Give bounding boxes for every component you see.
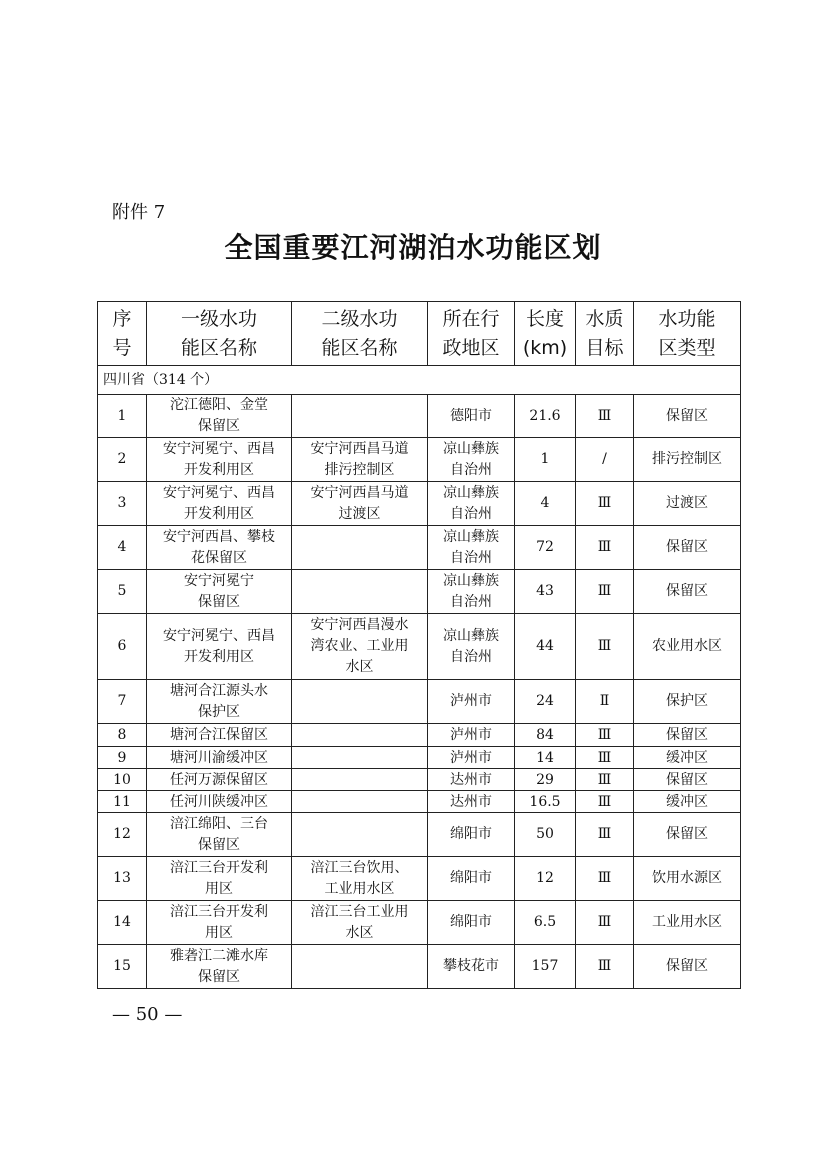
cell-primary-zone: 安宁河冕宁、西昌 开发利用区 [147,614,292,680]
cell-primary-zone: 塘河合江源头水 保护区 [147,680,292,724]
table-row [98,614,741,680]
cell-primary-zone: 塘河川渝缓冲区 [147,747,292,769]
table-row [98,945,741,989]
cell-secondary-zone [292,769,428,791]
cell-index: 6 [98,614,147,680]
cell-length: 44 [515,614,576,680]
document-title: 全国重要江河湖泊水功能区划 [224,231,602,264]
cell-index: 3 [98,482,147,526]
cell-water-quality: Ⅱ [576,680,634,724]
cell-length: 43 [515,570,576,614]
cell-index: 2 [98,438,147,482]
cell-length: 50 [515,813,576,857]
cell-zone-type: 排污控制区 [634,438,741,482]
cell-zone-type: 保留区 [634,945,741,989]
header-secondary-zone: 二级水功 能区名称 [292,302,428,366]
cell-secondary-zone [292,945,428,989]
cell-admin-region: 达州市 [428,791,515,813]
cell-index: 11 [98,791,147,813]
cell-water-quality: Ⅲ [576,857,634,901]
cell-secondary-zone [292,724,428,747]
cell-length: 29 [515,769,576,791]
cell-admin-region: 攀枝花市 [428,945,515,989]
province-label: 四川省（314 个） [98,366,741,395]
cell-length: 157 [515,945,576,989]
cell-zone-type: 农业用水区 [634,614,741,680]
cell-length: 16.5 [515,791,576,813]
cell-secondary-zone: 涪江三台饮用、 工业用水区 [292,857,428,901]
table-row [98,570,741,614]
cell-primary-zone: 安宁河冕宁、西昌 开发利用区 [147,438,292,482]
cell-admin-region: 达州市 [428,769,515,791]
header-water-quality: 水质 目标 [576,302,634,366]
cell-water-quality: Ⅲ [576,747,634,769]
cell-water-quality: Ⅲ [576,526,634,570]
cell-water-quality: Ⅲ [576,769,634,791]
cell-length: 12 [515,857,576,901]
table-row [98,857,741,901]
cell-primary-zone: 安宁河西昌、攀枝 花保留区 [147,526,292,570]
cell-primary-zone: 安宁河冕宁、西昌 开发利用区 [147,482,292,526]
table-header-row [98,302,741,366]
cell-zone-type: 缓冲区 [634,747,741,769]
cell-secondary-zone: 安宁河西昌马道 过渡区 [292,482,428,526]
cell-water-quality: Ⅲ [576,945,634,989]
cell-admin-region: 泸州市 [428,680,515,724]
cell-water-quality: Ⅲ [576,901,634,945]
cell-length: 1 [515,438,576,482]
cell-water-quality: / [576,438,634,482]
cell-index: 7 [98,680,147,724]
cell-zone-type: 保留区 [634,724,741,747]
cell-index: 8 [98,724,147,747]
cell-admin-region: 泸州市 [428,724,515,747]
cell-secondary-zone: 安宁河西昌马道 排污控制区 [292,438,428,482]
cell-length: 24 [515,680,576,724]
header-zone-type: 水功能 区类型 [634,302,741,366]
cell-zone-type: 缓冲区 [634,791,741,813]
cell-index: 15 [98,945,147,989]
cell-secondary-zone [292,526,428,570]
page-number: — 50 — [112,1004,183,1025]
header-length: 长度 (km) [515,302,576,366]
cell-admin-region: 凉山彝族 自治州 [428,526,515,570]
attachment-label: 附件 7 [112,202,166,223]
cell-secondary-zone: 涪江三台工业用 水区 [292,901,428,945]
cell-zone-type: 饮用水源区 [634,857,741,901]
cell-zone-type: 保留区 [634,526,741,570]
cell-index: 1 [98,395,147,438]
cell-admin-region: 泸州市 [428,747,515,769]
cell-primary-zone: 涪江绵阳、三台 保留区 [147,813,292,857]
cell-secondary-zone: 安宁河西昌漫水 湾农业、工业用 水区 [292,614,428,680]
cell-zone-type: 保护区 [634,680,741,724]
cell-admin-region: 绵阳市 [428,901,515,945]
cell-length: 84 [515,724,576,747]
cell-water-quality: Ⅲ [576,570,634,614]
cell-primary-zone: 沱江德阳、金堂 保留区 [147,395,292,438]
cell-length: 72 [515,526,576,570]
cell-zone-type: 过渡区 [634,482,741,526]
cell-water-quality: Ⅲ [576,614,634,680]
table-row [98,526,741,570]
table-row [98,769,741,791]
cell-index: 9 [98,747,147,769]
cell-index: 14 [98,901,147,945]
cell-length: 14 [515,747,576,769]
header-admin-region: 所在行 政地区 [428,302,515,366]
cell-admin-region: 绵阳市 [428,813,515,857]
cell-secondary-zone [292,570,428,614]
cell-admin-region: 凉山彝族 自治州 [428,570,515,614]
cell-secondary-zone [292,680,428,724]
cell-secondary-zone [292,813,428,857]
table-row [98,813,741,857]
cell-water-quality: Ⅲ [576,482,634,526]
table-row [98,791,741,813]
cell-water-quality: Ⅲ [576,813,634,857]
cell-index: 13 [98,857,147,901]
header-primary-zone: 一级水功 能区名称 [147,302,292,366]
cell-secondary-zone [292,791,428,813]
cell-length: 21.6 [515,395,576,438]
cell-zone-type: 保留区 [634,813,741,857]
cell-admin-region: 凉山彝族 自治州 [428,482,515,526]
cell-admin-region: 凉山彝族 自治州 [428,438,515,482]
header-index: 序 号 [98,302,147,366]
cell-zone-type: 工业用水区 [634,901,741,945]
cell-zone-type: 保留区 [634,395,741,438]
cell-zone-type: 保留区 [634,769,741,791]
cell-index: 5 [98,570,147,614]
cell-water-quality: Ⅲ [576,395,634,438]
table-row [98,680,741,724]
table-row [98,438,741,482]
cell-length: 4 [515,482,576,526]
cell-primary-zone: 涪江三台开发利 用区 [147,857,292,901]
cell-primary-zone: 涪江三台开发利 用区 [147,901,292,945]
cell-admin-region: 凉山彝族 自治州 [428,614,515,680]
cell-primary-zone: 安宁河冕宁 保留区 [147,570,292,614]
cell-index: 12 [98,813,147,857]
cell-admin-region: 绵阳市 [428,857,515,901]
table-row [98,901,741,945]
cell-primary-zone: 雅砻江二滩水库 保留区 [147,945,292,989]
cell-water-quality: Ⅲ [576,791,634,813]
cell-admin-region: 德阳市 [428,395,515,438]
table-row [98,747,741,769]
cell-primary-zone: 任河川陕缓冲区 [147,791,292,813]
cell-secondary-zone [292,395,428,438]
province-row [98,366,741,395]
cell-index: 10 [98,769,147,791]
cell-index: 4 [98,526,147,570]
cell-primary-zone: 塘河合江保留区 [147,724,292,747]
table-row [98,724,741,747]
cell-secondary-zone [292,747,428,769]
table-row [98,395,741,438]
table-row [98,482,741,526]
cell-zone-type: 保留区 [634,570,741,614]
cell-primary-zone: 任河万源保留区 [147,769,292,791]
cell-length: 6.5 [515,901,576,945]
cell-water-quality: Ⅲ [576,724,634,747]
water-function-zone-table [97,301,741,989]
